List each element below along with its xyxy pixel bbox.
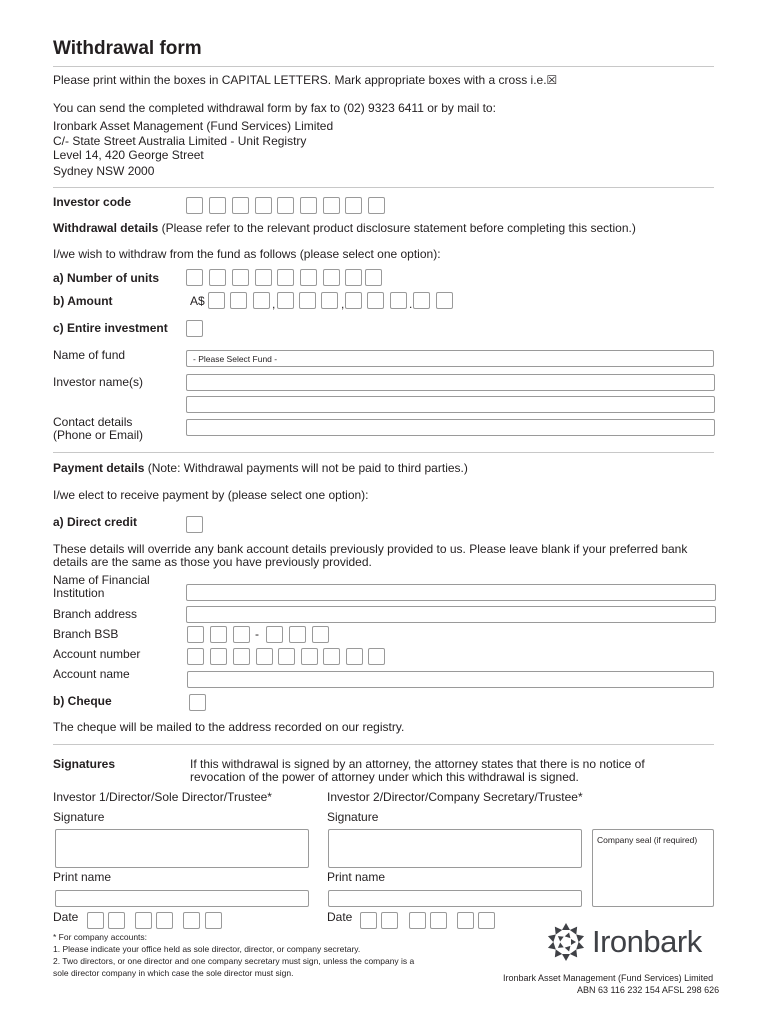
account-name-label: Account name — [53, 667, 130, 681]
divider — [53, 452, 714, 453]
payment-details-heading — [53, 461, 468, 475]
units-digit[interactable] — [365, 269, 382, 286]
attorney-note-2: revocation of the power of attorney under which this withdrawal is signed. — [190, 770, 579, 784]
investor-code-digit[interactable] — [323, 197, 340, 214]
investor-1-print-name-field[interactable] — [55, 890, 309, 907]
divider — [53, 187, 714, 188]
units-digit[interactable] — [209, 269, 226, 286]
amount-digit[interactable] — [321, 292, 338, 309]
bsb-digit[interactable] — [312, 626, 329, 643]
investor-code-digit[interactable] — [232, 197, 249, 214]
bsb-digit[interactable] — [233, 626, 250, 643]
account-number-digit[interactable] — [233, 648, 250, 665]
investor-name-field-2[interactable] — [186, 396, 715, 413]
amount-digit[interactable] — [299, 292, 316, 309]
amount-digit[interactable] — [277, 292, 294, 309]
date-digit[interactable] — [183, 912, 200, 929]
units-digit[interactable] — [186, 269, 203, 286]
decimal-point: . — [409, 297, 413, 311]
investor-code-digit[interactable] — [255, 197, 272, 214]
financial-institution-field[interactable] — [186, 584, 716, 601]
account-number-digit[interactable] — [323, 648, 340, 665]
cheque-note: The cheque will be mailed to the address recorded on our registry. — [53, 720, 405, 734]
thousands-separator: , — [272, 297, 276, 311]
payment-instruction: I/we elect to receive payment by (please select one option): — [53, 488, 369, 502]
contact-details-field[interactable] — [186, 419, 715, 436]
investor-2-print-name-field[interactable] — [328, 890, 582, 907]
amount-cents[interactable] — [436, 292, 453, 309]
account-number-digit[interactable] — [368, 648, 385, 665]
entire-investment-label: c) Entire investment — [53, 321, 168, 335]
units-digit[interactable] — [232, 269, 249, 286]
amount-label: b) Amount — [53, 294, 113, 308]
units-digit[interactable] — [323, 269, 340, 286]
print-name-label: Print name — [327, 870, 386, 884]
units-digit[interactable] — [277, 269, 294, 286]
account-number-digit[interactable] — [301, 648, 318, 665]
account-number-digit[interactable] — [346, 648, 363, 665]
ironbark-wordmark: Ironbark — [592, 924, 702, 959]
date-digit[interactable] — [457, 912, 474, 929]
bsb-digit[interactable] — [210, 626, 227, 643]
footnote: 1. Please indicate your office held as sole director, director, or company secretary. — [53, 944, 361, 954]
amount-digit[interactable] — [208, 292, 225, 309]
address-line: Ironbark Asset Management (Fund Services) Limited — [53, 119, 334, 133]
investor-1-heading: Investor 1/Director/Sole Director/Trustee* — [53, 790, 272, 804]
company-abn: ABN 63 116 232 154 AFSL 298 626 — [577, 985, 720, 995]
investor-2-signature-box[interactable] — [328, 829, 582, 868]
investor-code-digit[interactable] — [300, 197, 317, 214]
divider — [53, 66, 714, 67]
override-note: These details will override any bank account details previously provided to us. Please leave blank if your preferred bank — [53, 542, 688, 556]
withdrawal-instruction: I/we wish to withdraw from the fund as follows (please select one option): — [53, 247, 441, 261]
date-digit[interactable] — [108, 912, 125, 929]
direct-credit-checkbox[interactable] — [186, 516, 203, 533]
currency-symbol: A$ — [190, 294, 205, 308]
date-digit[interactable] — [135, 912, 152, 929]
withdrawal-details-heading — [53, 221, 636, 235]
bsb-digit[interactable] — [266, 626, 283, 643]
payment-heading: Payment details — [53, 461, 145, 475]
financial-institution-label: Name of Financial — [53, 573, 150, 587]
amount-cents[interactable] — [413, 292, 430, 309]
date-label: Date — [53, 910, 79, 924]
date-digit[interactable] — [87, 912, 104, 929]
branch-address-field[interactable] — [186, 606, 716, 623]
amount-digit[interactable] — [253, 292, 270, 309]
page-title: Withdrawal form — [53, 38, 202, 59]
investor-code-digit[interactable] — [345, 197, 362, 214]
override-note-2: details are the same as those you have previously provided. — [53, 555, 372, 569]
branch-address-label: Branch address — [53, 607, 138, 621]
investor-code-digit[interactable] — [368, 197, 385, 214]
account-number-label: Account number — [53, 647, 141, 661]
investor-1-signature-box[interactable] — [55, 829, 309, 868]
branch-bsb-label: Branch BSB — [53, 627, 119, 641]
date-digit[interactable] — [205, 912, 222, 929]
contact-label: Contact details — [53, 415, 133, 429]
amount-digit[interactable] — [390, 292, 407, 309]
account-number-digit[interactable] — [256, 648, 273, 665]
signature-label: Signature — [327, 810, 379, 824]
address-line: C/- State Street Australia Limited - Unit Registry — [53, 134, 307, 148]
investor-code-label: Investor code — [53, 195, 132, 209]
thousands-separator: , — [341, 297, 345, 311]
investor-code-digit[interactable] — [277, 197, 294, 214]
account-number-digit[interactable] — [278, 648, 295, 665]
investor-code-digit[interactable] — [186, 197, 203, 214]
date-label: Date — [327, 910, 353, 924]
cheque-label: b) Cheque — [53, 694, 112, 708]
date-digit[interactable] — [409, 912, 426, 929]
investor-code-digit[interactable] — [209, 197, 226, 214]
amount-digit[interactable] — [230, 292, 247, 309]
date-digit[interactable] — [478, 912, 495, 929]
units-label: a) Number of units — [53, 271, 160, 285]
date-digit[interactable] — [381, 912, 398, 929]
address-line: Sydney NSW 2000 — [53, 164, 155, 178]
units-digit[interactable] — [300, 269, 317, 286]
fund-select[interactable] — [186, 350, 714, 367]
send-instructions: You can send the completed withdrawal form by fax to (02) 9323 6411 or by mail to: — [53, 101, 496, 115]
units-digit[interactable] — [345, 269, 362, 286]
amount-digit[interactable] — [367, 292, 384, 309]
investor-name-label: Investor name(s) — [53, 375, 144, 389]
payment-note: (Note: Withdrawal payments will not be paid to third parties.) — [147, 461, 468, 475]
fund-select-value: - Please Select Fund - — [193, 354, 278, 364]
account-name-field[interactable] — [187, 671, 714, 688]
company-seal-label: Company seal (if required) — [597, 835, 698, 845]
bsb-separator: - — [255, 627, 259, 641]
fund-label: Name of fund — [53, 348, 126, 362]
ironbark-logo-icon — [546, 922, 586, 962]
instruction-text: Please print within the boxes in CAPITAL LETTERS. Mark appropriate boxes with a cross i.e.☒ — [53, 73, 558, 87]
footnote: sole director company in which case the sole director must sign. — [53, 968, 294, 978]
direct-credit-label: a) Direct credit — [53, 515, 138, 529]
date-digit[interactable] — [360, 912, 377, 929]
print-name-label: Print name — [53, 870, 112, 884]
company-name: Ironbark Asset Management (Fund Services) Limited — [503, 973, 714, 983]
investor-name-field[interactable] — [186, 374, 715, 391]
divider — [53, 744, 714, 745]
investor-2-heading: Investor 2/Director/Company Secretary/Trustee* — [327, 790, 583, 804]
account-number-digit[interactable] — [210, 648, 227, 665]
attorney-note: If this withdrawal is signed by an attorney, the attorney states that there is no notice of — [190, 757, 645, 771]
footnote: * For company accounts: — [53, 932, 148, 942]
footnote: 2. Two directors, or one director and one company secretary must sign, unless the company is a — [53, 956, 415, 966]
signature-label: Signature — [53, 810, 105, 824]
entire-investment-checkbox[interactable] — [186, 320, 203, 337]
date-digit[interactable] — [156, 912, 173, 929]
units-digit[interactable] — [255, 269, 272, 286]
contact-label-sub: (Phone or Email) — [53, 428, 144, 442]
withdrawal-note: (Please refer to the relevant product disclosure statement before completing this section.) — [161, 221, 636, 235]
address-line: Level 14, 420 George Street — [53, 148, 204, 162]
withdrawal-heading: Withdrawal details — [53, 221, 159, 235]
company-seal-box[interactable] — [592, 829, 714, 907]
signatures-heading: Signatures — [53, 757, 116, 771]
date-digit[interactable] — [430, 912, 447, 929]
cheque-checkbox[interactable] — [189, 694, 206, 711]
account-number-digit[interactable] — [187, 648, 204, 665]
amount-digit[interactable] — [345, 292, 362, 309]
bsb-digit[interactable] — [289, 626, 306, 643]
financial-institution-label-2: Institution — [53, 586, 105, 600]
bsb-digit[interactable] — [187, 626, 204, 643]
